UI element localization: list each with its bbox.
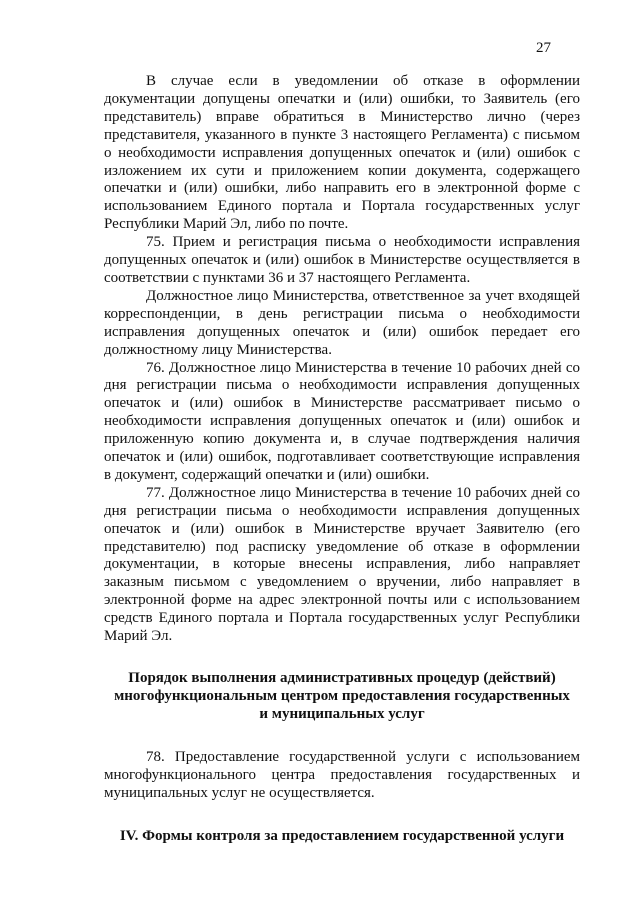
page-number: 27 (536, 40, 551, 56)
paragraph-76: 76. Должностное лицо Министерства в течение 10 рабочих дней со дня регистрации письма о необходимости исправления допущенных опечаток и (или) ошибок в Министерстве рассматривает письмо о необходимости исправления допущенных опечаток и (или) ошибок и приложенную копию документа и, в случае подтверждения наличия опечаток и (или) ошибок, подготавливает соответствующие исправления в документ, содержащий опечатки и (или) ошибки. (104, 359, 580, 483)
paragraph-78: 78. Предоставление государственной услуги с использованием многофункционального центра предоставления государственных и муниципальных услуг не осуществляется. (104, 748, 580, 801)
section-heading-line: Порядок выполнения административных процедур (действий) (128, 670, 556, 686)
section-heading (104, 670, 580, 724)
document-body (104, 73, 580, 846)
paragraph-75: 75. Прием и регистрация письма о необходимости исправления допущенных опечаток и (или) ошибок в Министерстве осуществляется в соответствии с пунктами 36 и 37 настоящего Регламента. (104, 234, 580, 286)
paragraph-77: 77. Должностное лицо Министерства в течение 10 рабочих дней со дня регистрации письма о необходимости исправления допущенных опечаток и (или) ошибок в Министерстве вручает Заявителю (его представителю) под расписку уведомление об отказе в оформлении документации, в которые внесены исправления, либо направляет заказным письмом с уведомлением о вручении, либо направляет в электронной форме на адрес электронной почты или с использованием средств Единого портала и Портала государственных услуг Республики Марий Эл. (104, 484, 580, 645)
paragraph-official-correspondence: Должностное лицо Министерства, ответственное за учет входящей корреспонденции, в день регистрации письма о необходимости исправления допущенных опечаток и (или) ошибок передает его должностному лицу Министерства. (104, 287, 580, 358)
section-heading-line: и муниципальных услуг (259, 705, 425, 722)
section-heading-line: многофункциональным центром предоставления государственных (114, 687, 570, 704)
chapter-heading: IV. Формы контроля за предоставлением государственной услуги (119, 828, 565, 845)
paragraph-typos-notice: В случае если в уведомлении об отказе в оформлении документации допущены опечатки и (или) ошибки, то Заявитель (его представитель) вправе обратиться в Министерство лично (через представителя, указанного в пункте 3 настоящего Регламента) с письмом о необходимости исправления допущенных опечаток и (или) ошибок с изложением их сути и приложением копии документа, содержащего опечатки и (или) ошибки, либо направить его в электронной форме с использованием Единого портала и Портала государственных услуг Республики Марий Эл, либо по почте. (104, 73, 580, 233)
